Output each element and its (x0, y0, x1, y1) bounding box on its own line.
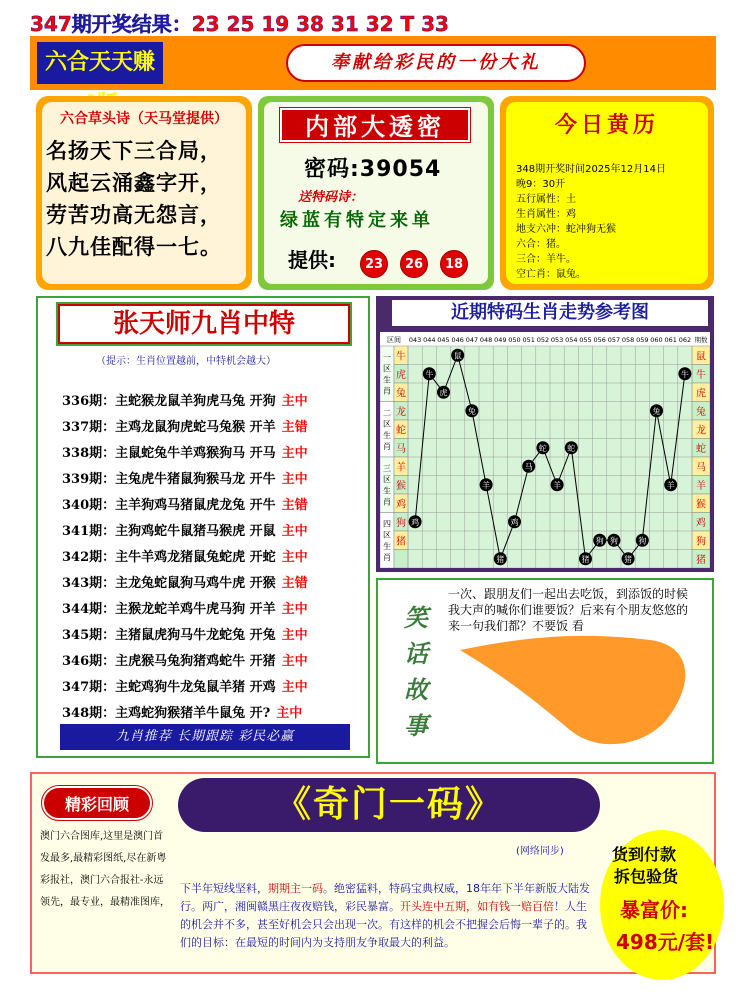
edition-label: 六合天天赚 (37, 42, 163, 84)
x-tick-label: 048 (479, 336, 493, 344)
zone-label-char: 区 (383, 475, 391, 485)
prediction-list-title: 张天师九肖中特 (58, 304, 350, 344)
review-text: 澳门六合图库,这里是澳门首发最多,最精彩图纸,尽在新粤彩报社，澳门六合报社-永远领先，最专业，最精准图库， (40, 831, 170, 908)
draw-result-title: 347期开奖结果：23 25 19 38 31 32 T 33 (30, 12, 449, 36)
secret-inner (264, 102, 488, 284)
list-item (62, 520, 308, 539)
list-item-result: 主错 (281, 498, 308, 513)
network-sync-label: (网络同步) (516, 846, 564, 857)
x-tick-label: 047 (465, 336, 479, 344)
data-point-label: 狗 (638, 536, 647, 546)
poem-panel (36, 96, 252, 290)
x-tick-label: 051 (522, 336, 535, 344)
data-point-label: 兔 (467, 406, 476, 416)
list-item-result: 主中 (281, 602, 308, 617)
poem-line: 劳苦功高无怨言， (46, 203, 222, 227)
joke-text: 一次、跟朋友们一起出去吃饭，到添饭的时候我大声的喊你们谁要饭？后来有个朋友悠悠的来一句我们都？不要饭 看 (448, 587, 689, 633)
right-zodiac-label: 羊 (696, 480, 706, 492)
poem-line: 名扬天下三合局， (46, 139, 222, 163)
data-point-label: 虎 (439, 388, 448, 398)
right-zodiac-label: 鸡 (696, 517, 706, 529)
right-zodiac-label: 兔 (696, 406, 706, 418)
almanac-line: 地支六冲：蛇冲狗无猴 (516, 224, 616, 235)
left-zodiac-label: 猴 (396, 480, 406, 492)
left-zodiac-label: 龙 (396, 406, 406, 418)
data-point-label: 猪 (624, 554, 633, 564)
list-item-result: 主中 (281, 394, 308, 409)
list-item (62, 442, 308, 461)
list-item-text: 341期：主狗鸡蛇牛鼠猪马猴虎 开鼠 (62, 524, 276, 539)
list-item-result: 主错 (281, 420, 308, 435)
x-tick-label: 059 (636, 336, 649, 344)
zone-label-char: 一 (383, 353, 391, 363)
left-zodiac-label: 虎 (396, 369, 406, 381)
zone-label-char: 肖 (383, 552, 391, 562)
list-item (62, 624, 308, 643)
list-item-text: 336期：主蛇猴龙鼠羊狗虎马兔 开狗 (62, 394, 276, 409)
zone-label-char: 肖 (383, 386, 391, 396)
zone-label-char: 三 (383, 464, 391, 474)
data-point-label: 猪 (496, 554, 505, 564)
send-code-label: 送特码诗： (298, 190, 364, 205)
price-label: 暴富价: (620, 898, 688, 922)
secret-title: 内部大透密 (280, 108, 470, 142)
zone-label-char: 生 (383, 541, 391, 551)
almanac-line: 空亡肖：鼠兔。 (516, 269, 586, 280)
left-zodiac-cell (394, 550, 408, 569)
poem-title: 六合草头诗（天马堂提供） (60, 111, 228, 127)
send-code-text: 绿蓝有特定来单 (280, 210, 434, 231)
data-point-label: 牛 (425, 369, 434, 379)
chart-corner-label: 区间 (387, 336, 401, 344)
x-tick-label: 044 (423, 336, 436, 344)
data-point-label: 狗 (609, 536, 618, 546)
chart-right-header: 期数 (694, 336, 708, 344)
list-item (62, 598, 308, 617)
slogan-box: 奉献给彩民的一份大礼 (286, 44, 586, 82)
list-item-text: 344期：主猴龙蛇羊鸡牛虎马狗 开羊 (62, 602, 276, 617)
data-point-label: 牛 (680, 369, 689, 379)
zone-label-char: 区 (383, 530, 391, 540)
almanac-line: 晚9：30开 (516, 179, 566, 190)
description-part: 。绝密猛料，特码宝典权威，18年年下半年新版大陆发行。两广，湘闽赣黑庄夜夜赔钱，彩民暴富。 (180, 882, 590, 913)
number-ball: 23 (360, 250, 388, 278)
provide-label: 提供: (288, 248, 336, 272)
secret-code: 密码:39054 (304, 157, 442, 182)
list-item-text: 346期：主虎猴马兔狗猪鸡蛇牛 开猪 (62, 654, 276, 669)
list-item-text: 347期：主蛇鸡狗牛龙兔鼠羊猪 开鸡 (62, 680, 276, 695)
left-zodiac-label: 猪 (396, 536, 406, 548)
almanac-line: 348期开奖时间2025年12月14日 (516, 164, 666, 175)
list-item-result: 主中 (281, 628, 308, 643)
prediction-list-footer: 九肖推荐 长期跟踪 彩民必赢 (60, 724, 350, 750)
cod-label: 货到付款 (612, 845, 677, 864)
x-tick-label: 058 (621, 336, 635, 344)
list-item (62, 416, 308, 435)
description-highlight: 期期主一码 (268, 882, 323, 895)
data-point-label: 羊 (482, 480, 491, 490)
data-point-label: 蛇 (538, 443, 547, 453)
list-item (62, 572, 308, 591)
almanac-line: 生肖属性：鸡 (516, 209, 576, 220)
list-item (62, 494, 308, 513)
x-tick-label: 062 (678, 336, 692, 344)
secret-panel (258, 96, 494, 290)
list-item-result: 主中 (281, 654, 308, 669)
left-zodiac-label: 羊 (396, 462, 406, 474)
x-tick-label: 057 (607, 336, 621, 344)
data-point-label: 鸡 (411, 517, 420, 527)
data-point-label: 兔 (652, 406, 661, 416)
right-zodiac-label: 蛇 (696, 443, 706, 455)
right-zodiac-label: 马 (696, 462, 706, 474)
right-zodiac-label: 虎 (696, 388, 706, 400)
almanac-panel (500, 96, 714, 290)
list-item-text: 339期：主兔虎牛猪鼠狗猴马龙 开牛 (62, 472, 276, 487)
list-item (62, 676, 308, 695)
almanac-line: 五行属性：土 (516, 194, 576, 205)
list-item-text: 345期：主猪鼠虎狗马牛龙蛇兔 开兔 (62, 628, 276, 643)
description-part: ！人生的机会并不多，甚至好机会只会出现一次。有这样的机会不把握会后悔一辈子的。我们的目标：在最短的时间内为支持朋友争取最大的利益。 (180, 900, 587, 949)
x-tick-label: 043 (408, 336, 422, 344)
almanac-title: 今日黄历 (554, 112, 659, 138)
zone-label-char: 生 (383, 486, 391, 496)
list-item (62, 390, 308, 409)
data-point-label: 鸡 (510, 517, 519, 527)
data-point-label: 马 (524, 462, 533, 472)
poem-line: 风起云涌鑫字开， (46, 171, 222, 195)
x-tick-label: 050 (508, 336, 521, 344)
zone-label-char: 生 (383, 430, 391, 440)
list-item (62, 468, 308, 487)
price-value: 498元/套! (616, 930, 715, 954)
right-zodiac-label: 鼠 (696, 351, 706, 363)
description-text (180, 880, 596, 952)
chart-title: 近期特码生肖走势参考图 (392, 300, 708, 326)
almanac-line: 六合：猪。 (516, 239, 566, 250)
left-zodiac-label: 牛 (396, 351, 406, 363)
list-item-result: 主中 (276, 706, 303, 721)
list-item-text: 337期：主鸡龙鼠狗虎蛇马兔猴 开羊 (62, 420, 276, 435)
right-zodiac-label: 龙 (696, 425, 706, 437)
list-item-text: 343期：主龙兔蛇鼠狗马鸡牛虎 开猴 (62, 576, 276, 591)
x-tick-label: 049 (494, 336, 507, 344)
list-item (62, 702, 302, 721)
zone-label-char: 生 (383, 375, 391, 385)
zone-label-char: 四 (383, 519, 391, 529)
zone-label-char: 二 (383, 408, 391, 418)
x-tick-label: 061 (664, 336, 677, 344)
list-item (62, 650, 308, 669)
zodiac-trend-chart (380, 332, 710, 568)
list-item-text: 340期：主羊狗鸡马猪鼠虎龙兔 开牛 (62, 498, 276, 513)
list-item-result: 主错 (281, 576, 308, 591)
right-zodiac-label: 狗 (696, 536, 706, 548)
inspect-label: 拆包验货 (614, 867, 679, 886)
data-point-label: 羊 (666, 480, 675, 490)
list-item-text: 338期：主鼠蛇兔牛羊鸡猴狗马 开马 (62, 446, 276, 461)
list-item-result: 主中 (281, 524, 308, 539)
list-item-text: 342期：主牛羊鸡龙猪鼠兔蛇虎 开蛇 (62, 550, 276, 565)
description-highlight: 开头连中五期，如有钱一赔百倍 (400, 900, 554, 913)
number-ball: 18 (440, 250, 468, 278)
left-zodiac-label: 蛇 (396, 425, 406, 437)
list-item-result: 主中 (281, 680, 308, 695)
x-tick-label: 053 (550, 336, 564, 344)
list-item-result: 主中 (281, 550, 308, 565)
almanac-inner (506, 102, 708, 284)
data-point-label: 鼠 (453, 351, 462, 361)
x-tick-label: 046 (451, 336, 464, 344)
x-tick-label: 052 (536, 336, 550, 344)
joke-vertical-title: 笑话故事 (404, 603, 428, 740)
almanac-lines (516, 162, 666, 282)
x-tick-label: 060 (650, 336, 663, 344)
list-item-result: 主中 (281, 446, 308, 461)
data-point-label: 蛇 (567, 443, 576, 453)
data-point-label: 狗 (595, 536, 604, 546)
list-item-result: 主中 (281, 472, 308, 487)
x-tick-label: 045 (437, 336, 450, 344)
description-part: 下半年短线坚料， (180, 882, 268, 895)
list-item-text: 348期：主鸡蛇狗猴猪羊牛鼠兔 开? (62, 706, 271, 721)
left-zodiac-label: 兔 (396, 388, 406, 400)
data-point-label: 羊 (553, 480, 562, 490)
zone-label-char: 肖 (383, 441, 391, 451)
poem-line: 八九佳配得一七。 (46, 235, 222, 259)
x-tick-label: 054 (565, 336, 578, 344)
number-ball: 26 (400, 250, 428, 278)
left-zodiac-label: 狗 (396, 517, 406, 529)
almanac-line: 三合：羊牛。 (516, 254, 576, 265)
review-badge: 精彩回顾 (42, 786, 152, 820)
poem-inner (42, 102, 246, 284)
orange-blob-decoration (450, 620, 700, 760)
right-zodiac-label: 猪 (696, 554, 706, 566)
data-point-label: 猪 (581, 554, 590, 564)
qimen-banner: 《奇门一码》 (178, 778, 600, 832)
left-zodiac-label: 马 (396, 443, 406, 455)
x-tick-label: 056 (593, 336, 606, 344)
left-zodiac-label: 鸡 (396, 499, 406, 511)
x-tick-label: 055 (579, 336, 592, 344)
zone-label-char: 区 (383, 419, 391, 429)
right-zodiac-label: 牛 (696, 369, 706, 381)
zone-label-char: 区 (383, 364, 391, 374)
zone-label-char: 肖 (383, 497, 391, 507)
right-zodiac-label: 猴 (696, 499, 706, 511)
list-item (62, 546, 308, 565)
prediction-list-hint: （提示：生肖位置越前，中特机会越大） (96, 356, 276, 367)
